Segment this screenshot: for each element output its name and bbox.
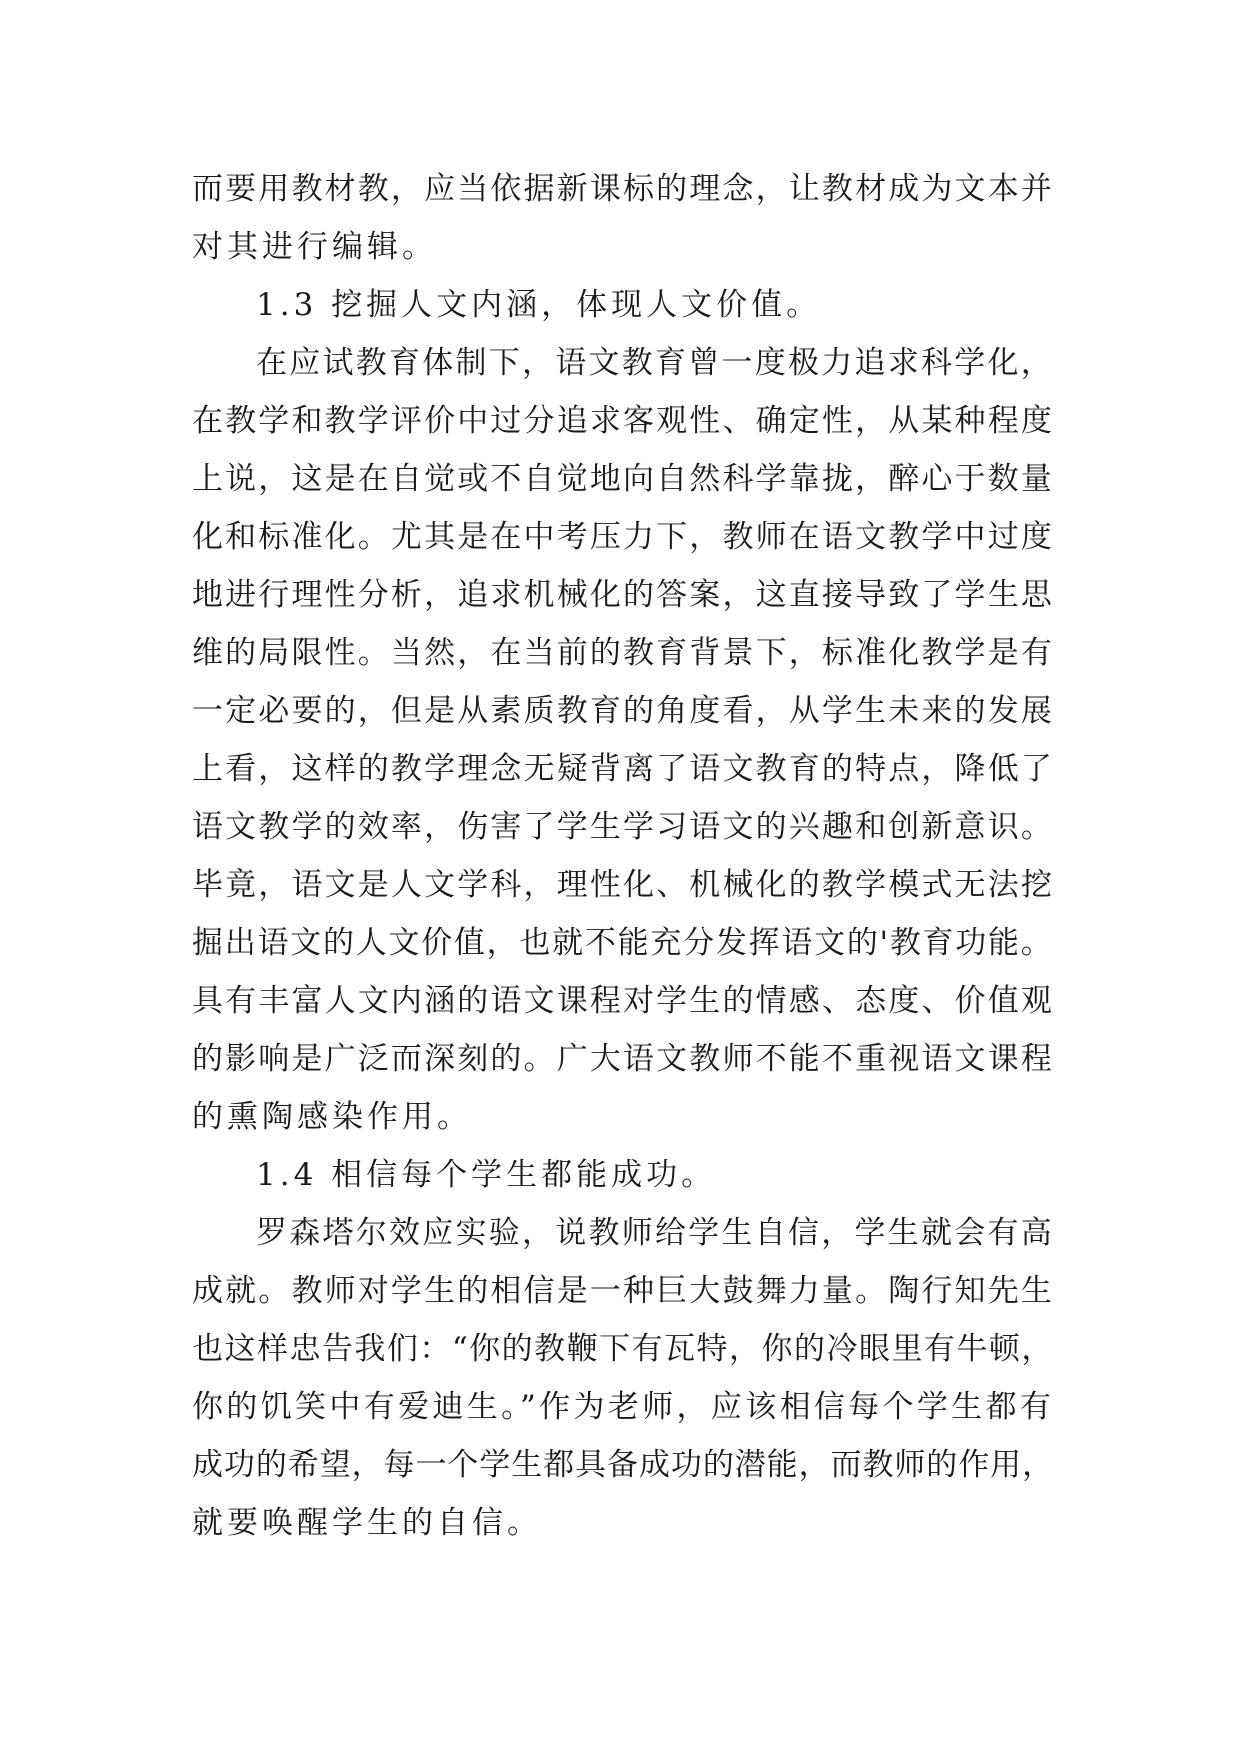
document-body <box>192 160 1054 1552</box>
text-line: 在教学和教学评价中过分追求客观性、确定性，从某种程度 <box>192 403 1054 439</box>
text-line: 而要用教材教，应当依据新课标的理念，让教材成为文本并 <box>192 171 1054 207</box>
text-line: 的影响是广泛而深刻的。广大语文教师不能不重视语文课程 <box>192 1041 1054 1077</box>
text-line: 在应试教育体制下，语文教育曾一度极力追求科学化， <box>256 345 1054 381</box>
text-line: 掘出语文的人文价值，也就不能充分发挥语文的'教育功能。 <box>192 925 1054 961</box>
text-line: 上说，这是在自觉或不自觉地向自然科学靠拢，醉心于数量 <box>192 461 1054 497</box>
text-line: 成功的希望，每一个学生都具备成功的潜能，而教师的作用， <box>192 1447 1054 1483</box>
text-line: 维的局限性。当然，在当前的教育背景下，标准化教学是有 <box>192 635 1054 671</box>
text-line: 地进行理性分析，追求机械化的答案，这直接导致了学生思 <box>192 577 1054 613</box>
text-line: 也这样忠告我们：“你的教鞭下有瓦特，你的冷眼里有牛顿， <box>192 1331 1054 1367</box>
text-line: 具有丰富人文内涵的语文课程对学生的情感、态度、价值观 <box>192 983 1054 1019</box>
text-line: 1.4 相信每个学生都能成功。 <box>256 1157 717 1193</box>
text-line: 毕竟，语文是人文学科，理性化、机械化的教学模式无法挖 <box>192 867 1054 903</box>
text-line: 成就。教师对学生的相信是一种巨大鼓舞力量。陶行知先生 <box>192 1273 1054 1309</box>
text-line: 对其进行编辑。 <box>192 229 437 265</box>
text-line: 你的饥笑中有爱迪生。”作为老师，应该相信每个学生都有 <box>192 1389 1055 1425</box>
text-line: 上看，这样的教学理念无疑背离了语文教育的特点，降低了 <box>192 751 1054 787</box>
text-line: 1.3 挖掘人文内涵，体现人文价值。 <box>256 287 822 323</box>
text-line: 就要唤醒学生的自信。 <box>192 1505 542 1541</box>
text-line: 化和标准化。尤其是在中考压力下，教师在语文教学中过度 <box>192 519 1054 555</box>
text-line: 语文教学的效率，伤害了学生学习语文的兴趣和创新意识。 <box>192 809 1054 845</box>
text-line: 一定必要的，但是从素质教育的角度看，从学生未来的发展 <box>192 693 1054 729</box>
text-line: 的熏陶感染作用。 <box>192 1099 472 1135</box>
text-line: 罗森塔尔效应实验，说教师给学生自信，学生就会有高 <box>256 1215 1054 1251</box>
